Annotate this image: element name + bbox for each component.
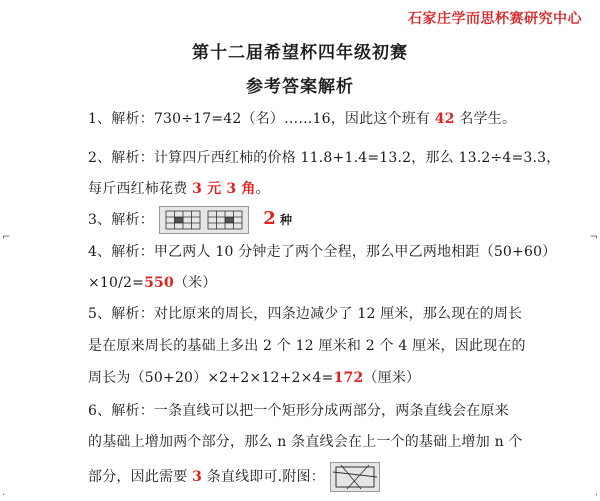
answer-6-suffix: 条直线即可.附图： bbox=[202, 469, 325, 485]
answer-3-unit: 种 bbox=[279, 213, 293, 227]
answer-4-suffix: （米） bbox=[173, 275, 217, 291]
answer-5-line-1: 5、解析：对比原来的周长，四条边减少了 12 厘米，那么现在的周长 bbox=[88, 306, 523, 322]
answer-6-value: 3 bbox=[192, 469, 203, 485]
answer-4-value: 550 bbox=[144, 275, 174, 291]
answer-2-line-1: 2、解析：计算四斤西红柿的价格 11.8+1.4=13.2，那么 13.2÷4=3.3， bbox=[88, 150, 561, 166]
answer-6-prefix: 部分，因此需要 bbox=[88, 469, 193, 485]
answer-1-prefix: 1、解析：730÷17=42（名）……16，因此这个班有 bbox=[88, 111, 435, 127]
answer-5-line-2: 是在原来周长的基础上多出 2 个 12 厘米和 2 个 4 厘米，因此现在的 bbox=[88, 338, 526, 354]
answer-6-line-2: 的基础上增加两个部分，那么 n 条直线会在上一个的基础上增加 n 个 bbox=[88, 434, 523, 450]
crop-mark-right: ¬ bbox=[589, 232, 598, 243]
answer-4-prefix: ×10/2= bbox=[88, 275, 145, 291]
answer-5-suffix: （厘米） bbox=[363, 370, 421, 386]
answer-4-line-1: 4、解析：甲乙两人 10 分钟走了两个全程，那么甲乙两地相距（50+60） bbox=[88, 244, 557, 260]
answer-3-grid-figure bbox=[159, 206, 249, 234]
answer-2-line-2 bbox=[88, 178, 270, 198]
answer-5-prefix: 周长为（50+20）×2+2×12+2×4= bbox=[88, 370, 334, 386]
answer-5-line-3 bbox=[88, 367, 420, 387]
answer-3-prefix: 3、解析： bbox=[88, 212, 154, 228]
answer-3 bbox=[88, 206, 292, 234]
answer-2-prefix: 每斤西红柿花费 bbox=[88, 181, 193, 197]
answer-4-line-2 bbox=[88, 272, 217, 292]
answer-1 bbox=[88, 108, 516, 128]
answer-6-lines-figure bbox=[330, 462, 380, 492]
answer-1-value: 42 bbox=[434, 111, 455, 127]
header-organization: 石家庄学而思杯赛研究中心 bbox=[408, 11, 582, 27]
crop-mark-bottom-left: · bbox=[2, 490, 6, 501]
answer-1-suffix: 名学生。 bbox=[454, 111, 517, 127]
answer-6-line-1: 6、解析：一条直线可以把一个矩形分成两部分，两条直线会在原来 bbox=[88, 403, 509, 419]
answer-2-value: 3 元 3 角 bbox=[192, 181, 256, 197]
crop-mark-left: ⌐ bbox=[2, 232, 11, 243]
answer-3-value: 2 bbox=[263, 208, 276, 229]
answer-5-value: 172 bbox=[333, 370, 364, 386]
page-subtitle: 参考答案解析 bbox=[246, 77, 354, 97]
answer-2-suffix: 。 bbox=[255, 181, 270, 197]
answer-6-line-3 bbox=[88, 462, 380, 492]
page-title: 第十二届希望杯四年级初赛 bbox=[192, 43, 408, 63]
crop-mark-bottom-right: · bbox=[594, 490, 598, 501]
